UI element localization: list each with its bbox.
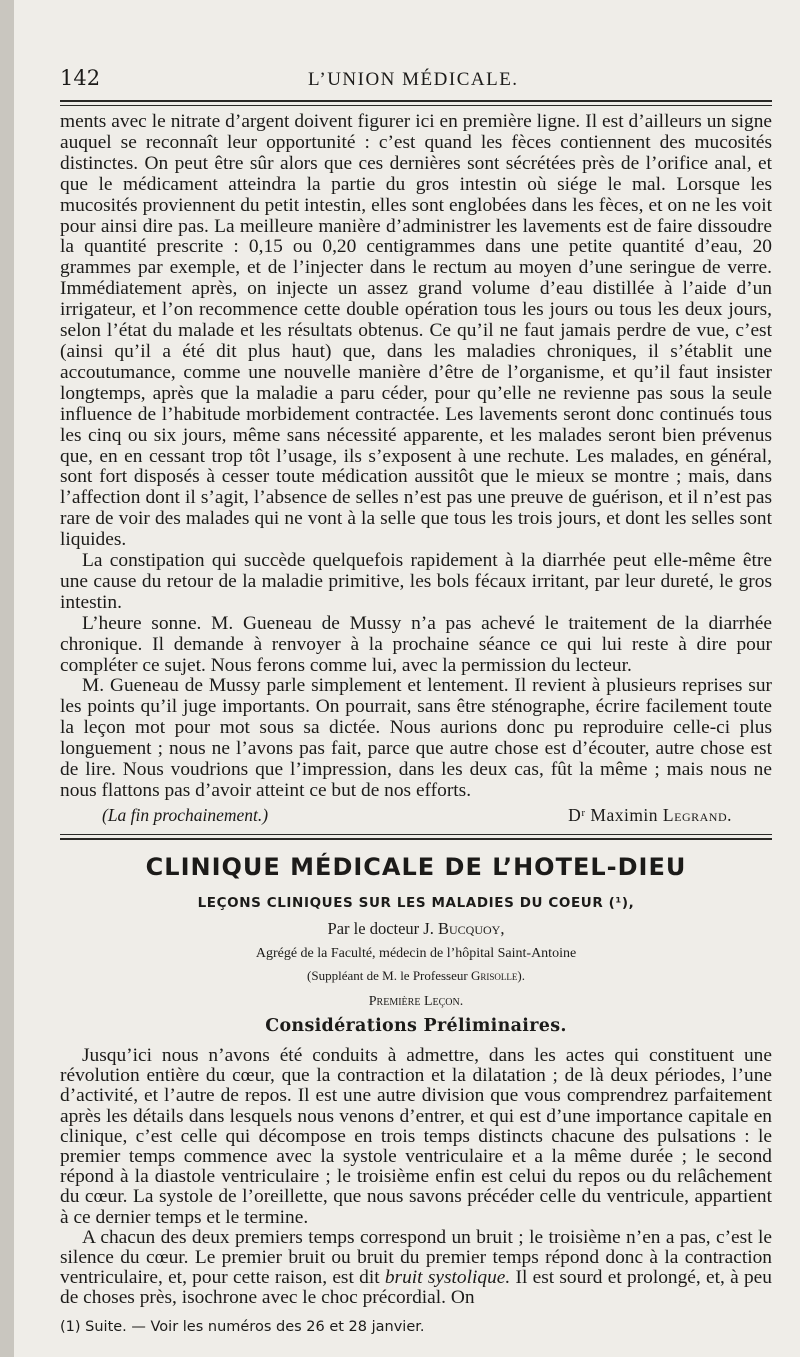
lecture-number: Première Leçon. <box>368 993 464 1009</box>
author-signature <box>568 805 732 826</box>
byline <box>60 919 772 939</box>
article-1-body <box>60 112 772 802</box>
affiliation: Agrégé de la Faculté, médecin de l’hôpital Saint-Antoine <box>255 945 577 961</box>
author-surname: Legrand. <box>662 804 732 825</box>
page-number: 142 <box>60 66 101 90</box>
affiliation-secondary <box>60 968 772 984</box>
paragraph-text: A chacun des deux premiers temps correspond un bruit ; le troisième n’en a pas, c’est le silence du cœur. Le premier bruit ou bruit du premier temps répond donc à la contraction ventriculaire, et, pour cette raison, est dit <box>60 1226 772 1289</box>
running-header <box>60 66 772 102</box>
section-divider <box>60 834 772 839</box>
paragraph: M. Gueneau de Mussy parle simplement et lentement. Il revient à plusieurs reprises sur les points qu’il juge importants. On pourrait, sans être sténographe, écrire facilement toute la leçon mot pour mot sous sa dictée. Nous aurions donc pu reproduire celle-ci plus longuement ; nous ne l’avons pas fait, parce que autre chose est d’écouter, autre chose est de lire. Nous voudrions que l’impression, dans les deux cas, fût la même ; mais nous ne nous flattons pas d’avoir atteint ce but de nos efforts. <box>60 675 772 801</box>
paragraph <box>60 1228 772 1309</box>
paragraph: ments avec le nitrate d’argent doivent figurer ici en première ligne. Il est d’ailleurs un signe auquel se reconnaît leur opportunité : c’est quand les fèces contiennent des mucosités distinctes. On peut être sûr alors que ces dernières sont sécrétées près de l’orifice anal, et que le médicament atteindra la partie du gros intestin où siége le mal. Lorsque les mucosités proviennent du petit intestin, elles sont englobées dans les fèces, et on ne les voit pour ainsi dire pas. La meilleure manière d’administrer les lavements est de faire dissoudre la quantité prescrite : 0,15 ou 0,20 centigrammes dans une petite quantité d’eau, 20 grammes par exemple, et de l’injecter dans le rectum au moyen d’une seringue de verre. Immédiatement après, on injecte un assez grand volume d’eau distillée à l’aide d’un irrigateur, et l’on recommence cette double opération tous les jours ou tous les deux jours, selon l’état du malade et les résultats obtenus. Ce qu’il ne faut jamais perdre de vue, c’est (ainsi qu’il a été dit plus haut) que, dans les maladies chroniques, il s’établit une accoutumance, comme une nouvelle manière d’être de l’organisme, et qu’il faut insister longtemps, après que la maladie a paru céder, pour qu’elle ne revienne pas sous la seule influence de l’habitude morbidement contractée. Les lavements seront donc continués tous les cinq ou six jours, même sans nécessité apparente, et les malades seront bien prévenus que, en en cessant trop tôt l’usage, ils s’exposent à une rechute. Les malades, en général, sont fort disposés à cesser toute médication aussitôt que le mieux se montre ; mais, dans l’affection dont il s’agit, l’absence de selles n’est pas une preuve de guérison, et il n’est pas rare de voir des malades qui ne vont à la selle que tous les trois jours, et dont les selles sont liquides. <box>60 111 772 551</box>
byline-prefix: Par le docteur J. <box>327 918 434 938</box>
page-content <box>60 66 772 1335</box>
byline-name: Bucquoy, <box>437 918 505 938</box>
article-2-body <box>60 1046 772 1309</box>
affiliation2-prefix: (Suppléant de M. le Professeur <box>307 967 468 983</box>
affiliation2-suffix: ). <box>517 967 525 983</box>
article-2-title: CLINIQUE MÉDICALE DE L’HOTEL-DIEU <box>145 852 687 881</box>
emphasis-term: bruit systolique. <box>384 1267 511 1289</box>
paragraph: Jusqu’ici nous n’avons été conduits à admettre, dans les actes qui constituent une révolution entière du cœur, que la contraction et la dilatation ; de là deux périodes, l’une d’activité, et l’autre de repos. Il est une autre division que vous comprendrez parfaitement après les détails dans lesquels nous venons d’entrer, et qui est d’une importance capitale en clinique, c’est celle qui décompose en trois temps distincts chacune des pulsations : le premier temps commence avec la systole ventriculaire et a la même durée ; le second répond à la diastole ventriculaire ; le troisième enfin est celui du repos ou du relâchement du cœur. La systole de l’oreillette, que nous savons précéder celle du ventricule, appartient à ce dernier temps et le termine. <box>60 1044 772 1228</box>
footnote: (1) Suite. — Voir les numéros des 26 et 28 janvier. <box>60 1318 425 1335</box>
page <box>14 0 800 1357</box>
lecture-title: LEÇONS CLINIQUES SUR LES MALADIES DU COEUR (¹), <box>197 894 635 911</box>
affiliation2-name: Grisolle <box>470 967 518 983</box>
section-title: Considérations Préliminaires. <box>265 1015 567 1036</box>
author-prefix: Dʳ Maximin <box>568 804 659 825</box>
paragraph: L’heure sonne. M. Gueneau de Mussy n’a pas achevé le traitement de la diarrhée chronique. Il demande à renvoyer à la prochaine séance ce qui lui reste à dire pour compléter ce sujet. Nous ferons comme lui, avec la permission du lecteur. <box>60 612 772 676</box>
running-title: L’UNION MÉDICALE. <box>308 69 519 90</box>
article-1-signature <box>102 805 732 826</box>
paragraph-text: Il est sourd et prolongé, et, à peu de choses près, isochrone avec le choc précordial. On <box>60 1267 772 1309</box>
closing-note: (La fin prochainement.) <box>102 804 269 825</box>
paragraph: La constipation qui succède quelquefois rapidement à la diarrhée peut elle-même être une cause du retour de la maladie primitive, les bols fécaux irritant, par leur dureté, le gros intestin. <box>60 550 772 613</box>
